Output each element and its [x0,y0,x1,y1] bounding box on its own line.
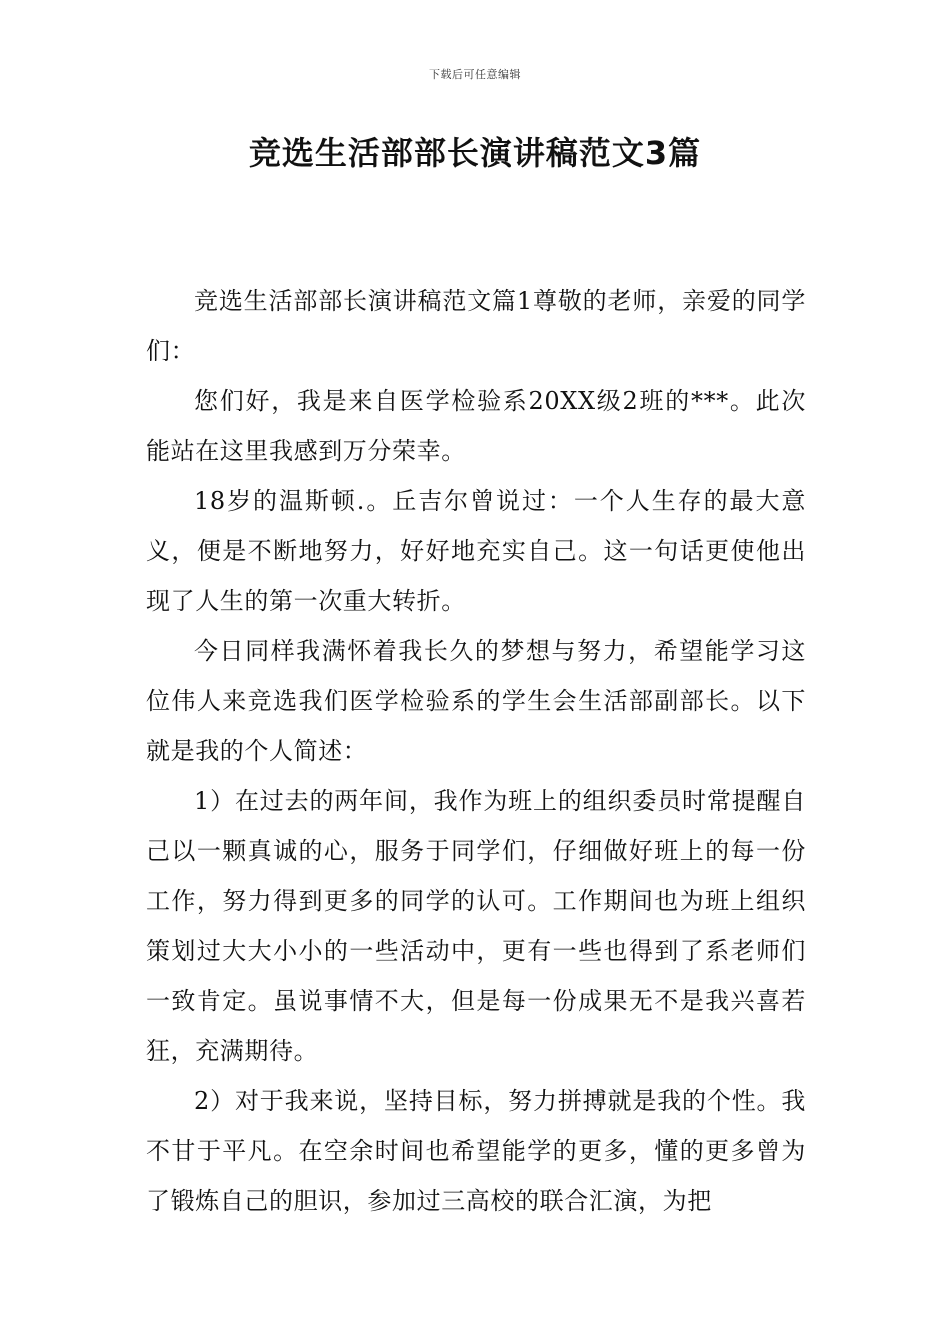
paragraph-3: 18岁的温斯顿.。丘吉尔曾说过：一个人生存的最大意义，便是不断地努力，好好地充实自己。这一句话更使他出现了人生的第一次重大转折。 [146,487,806,615]
paragraph-4: 今日同样我满怀着我长久的梦想与努力，希望能学习这位伟人来竞选我们医学检验系的学生会生活部副部长。以下就是我的个人简述： [146,637,806,765]
paragraph-5: 1）在过去的两年间，我作为班上的组织委员时常提醒自己以一颗真诚的心，服务于同学们，仔细做好班上的每一份工作，努力得到更多的同学的认可。工作期间也为班上组织策划过大大小小的一些活动中，更有一些也得到了系老师们一致肯定。虽说事情不大，但是每一份成果无不是我兴喜若狂，充满期待。 [146,787,806,1065]
paragraph-6: 2）对于我来说，坚持目标，努力拼搏就是我的个性。我不甘于平凡。在空余时间也希望能学的更多，懂的更多曾为了锻炼自己的胆识，参加过三高校的联合汇演，为把 [146,1087,806,1215]
header-note: 下载后可任意编辑 [429,68,521,81]
paragraph-2: 您们好，我是来自医学检验系20XX级2班的***。此次能站在这里我感到万分荣幸。 [146,387,806,465]
document-body [146,276,806,1226]
document-title: 竞选生活部部长演讲稿范文3篇 [248,134,702,172]
paragraph-1: 竞选生活部部长演讲稿范文篇1尊敬的老师，亲爱的同学们： [146,287,806,365]
